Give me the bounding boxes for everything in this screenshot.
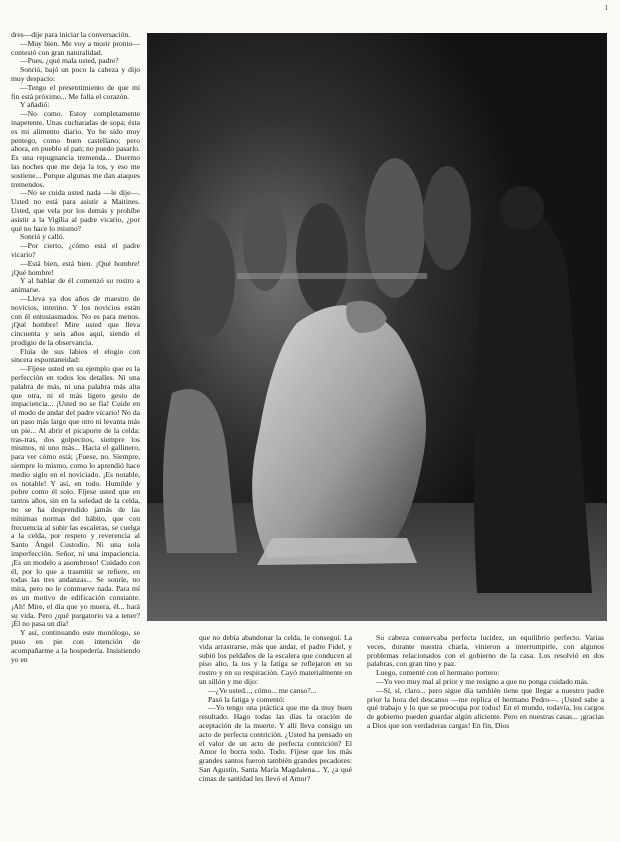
article-photo — [147, 33, 607, 621]
article-column-middle — [199, 634, 352, 836]
paragraph: Pasó la fatiga y comentó: — [208, 694, 285, 704]
paragraph: —Muy bien. Me voy a morir pronto—contestó con gran naturalidad. — [11, 38, 140, 57]
paragraph: Sonrió, bajó un poco la cabeza y dijo muy despacio: — [11, 65, 140, 83]
article-column-right — [367, 634, 604, 836]
paragraph: Su cabeza conservaba perfecta lucidez, un equilibrio perfecto. Varias veces, durante nuestra charla, vinieron a interrumpirle, con algunos problemas relacionados con el gobierno de la casa. Los resolvió en dos palabras, con gran tino y paz. — [367, 634, 604, 669]
paragraph: —Lleva ya dos años de maestro de novicios, interino. Y los novicios están con él entusiasmados. No es para menos. ¡Qué hombre! Mire usted que lleva cincuenta y seis años aquí, siendo el prodigio de la observancia. — [11, 293, 140, 347]
paragraph: Y al hablar de él comenzó su rostro a animarse. — [11, 276, 140, 295]
paragraph: —No se cuida usted nada —le dije—. Usted no está para asistir a Maitines. Usted, que vela por los demás y prohíbe asistir a la Vigilia al padre vicario, ¿por qué no hace lo mismo? — [11, 188, 140, 233]
paragraph: Sonrió y calló. — [20, 232, 65, 242]
paragraph: dres—dije para iniciar la conversación. — [11, 31, 131, 39]
paragraph: —Por cierto, ¿cómo está el padre vicario? — [11, 241, 140, 259]
paragraph: Fluía de sus labios el elogio con sincera espontaneidad: — [11, 346, 140, 365]
paragraph: —Fíjese usted en su ejemplo que es la perfección en todos los detalles. Ni una palabra de más, ni una palabra más alta que otra, ni el más ligero gesto de impaciencia... ¡Usted no se fía! Cuide en el modo de andar del padre vicario! No da un paso más largo que otro ni levanta más un pie... Al abrir el picaporte de la celda: tras-tras, dos golpecitos, siempre los mismos, ni uno más... Hacia el gallinero, para ver cómo está; ¡Fuese, no. Siempre, siempre lo mismo, como lo aprendió hace medio siglo en el noviciado. ¡Es notable, es notable! Y así, en todo. Humilde y pobre como él solo. Fíjese usted que en tantos años, sin en la soledad de la celda, no se ha desprendido jamás de las mínimas normas del hábito, que con frecuencia al subir las escaleras, se cuelga a la celda, por respeto y reverencia al Santo Ángel Custodio. Ni una sola imperfección. Señor, ni una impaciencia. ¡Es un modelo a asombroso! Cuidado con él, por lo que a trasmitir se refiere, en todas las tres andanzas... Se sonríe, no mira, pero no le conmueve nada. Para mí es un motivo de edificación constante. ¡Ah! Mire, el día que yo muera, él... hará su vida. Pero ¿qué purgatorio va a tener? ¡Él no pasa un día! — [11, 364, 140, 629]
paragraph: —Sí, sí, claro... pero sigue día también tiene que llegar a nuestro padre prior la hora del descanso —me replica el hermano Pedro—. ¡Usted sabe a qué trabajo y lo que se preocupa por todos! En el mundo, todavía, los cargos de gobierno pueden guardar algún aliciente. Pero en nuestras casas... ¡gracias a Dios que son verdaderas cargas! En fin, Dios — [367, 685, 604, 730]
article-column-left — [11, 31, 140, 836]
paragraph: —Yo tengo una práctica que me da muy buen resultado. Hago todas las días la oración de aceptación de la muerte. Y allí lleva consigo un acto de perfecta contrición. ¿Usted ha pensado en el valor de un acto de perfecta contrición? El Amor lo borra todo. Todo. Fíjese que los más grandes santos fueron también grandes pecadores: San Agustín, Santa María Magdalena... Y, ¿a qué cimas de santidad les llevó el Amor? — [199, 703, 352, 783]
paragraph: Y añadió: — [20, 100, 50, 110]
paragraph: Luego, comenté con el hermano portero: — [376, 668, 500, 678]
paragraph: —No como. Estoy completamente inapetente. Unas cucharadas de sopa; ésta es mi alimento diario. Yo he sido muy pentego, como buen castellano; pero ahora, en pueblo el pan; no puedo pasarlo. Es una repugnancia tremenda... Duermo las noches que me deja la tos, y eso me sostiene... Porque algunas me dan ataques tremendos. — [11, 109, 140, 189]
corner-mark: 1 — [604, 4, 608, 12]
photo-illustration — [147, 33, 607, 621]
paragraph: —Yo veo muy mal al prior y me resigno a que no ponga cuidado más. — [376, 676, 589, 686]
paragraph: que no debía abandonar la celda, le conseguí. La vida arrastrarse, más que andar, el padre Fidel, y subió los peldaños de la escalera que conducen al piso alto, la tos y la fatiga se reflejaron en su rostro y en su respiración. Cayó materialmente en un sillón y me dijo: — [199, 634, 352, 686]
paragraph: —Está bien, está bien. ¡Qué hombre! ¡Qué hombre! — [11, 258, 140, 277]
paragraph: Y así, continuando este monólogo, se puso en pie con intención de acompañarme a la hospedería. Insistiendo yo en — [11, 628, 140, 664]
paragraph: —Pues, ¿qué mala usted, padre? — [20, 56, 119, 66]
paragraph: —Tengo el presentimiento de que mi fin está próximo... Me falla el corazón. — [11, 82, 140, 101]
paragraph: —¿Ve usted..., cómo... me canso?... — [208, 685, 317, 695]
